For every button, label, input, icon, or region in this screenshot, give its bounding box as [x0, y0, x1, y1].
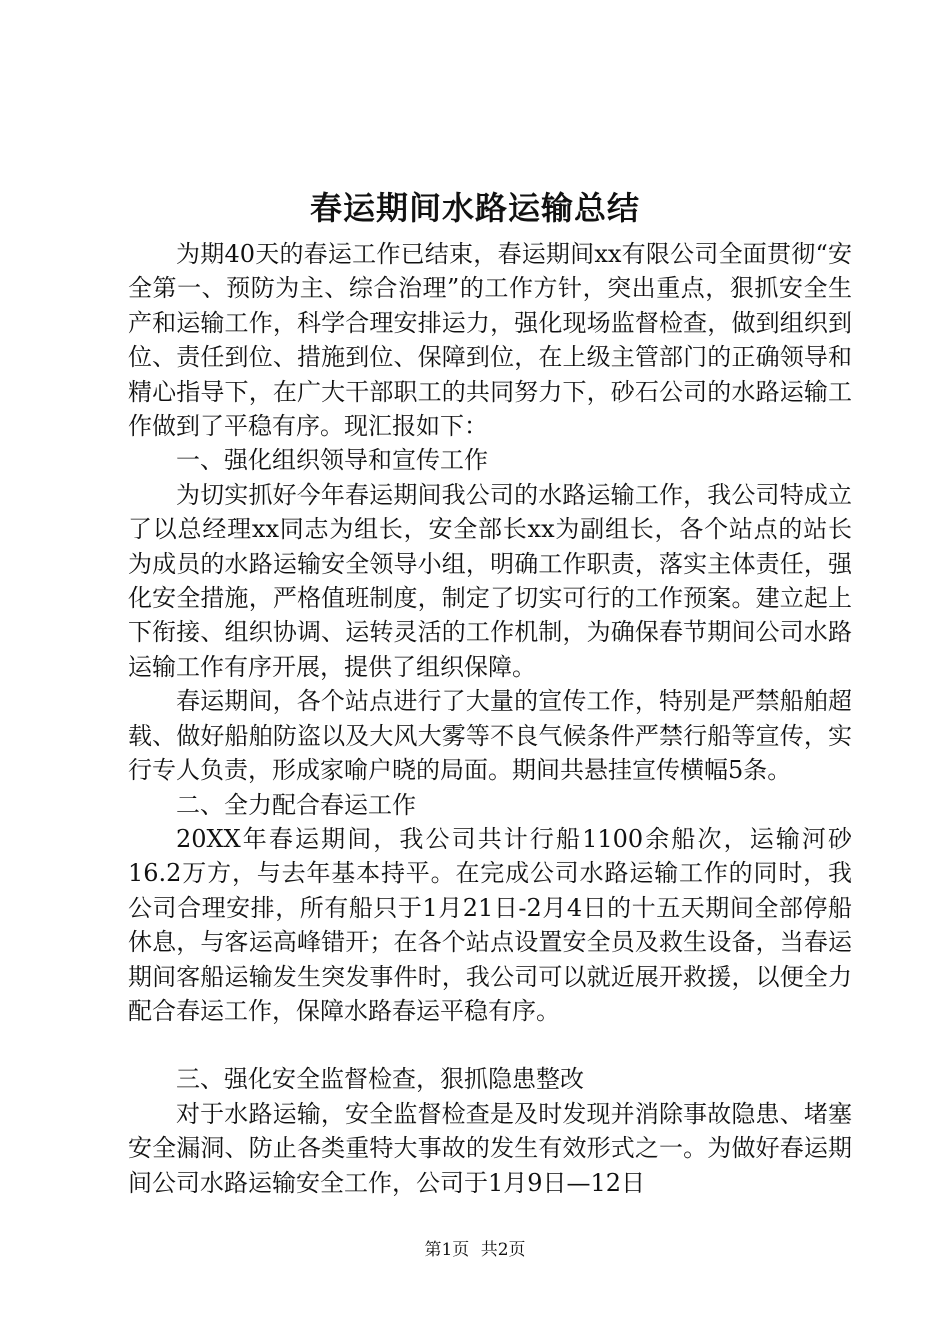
section-heading-1: 一、强化组织领导和宣传工作: [176, 446, 488, 475]
page-total: 共2页: [480, 1240, 526, 1260]
page-number: 第1页: [424, 1240, 470, 1260]
paragraph-organization: 为切实抓好今年春运期间我公司的水路运输工作，我公司特成立了以总经理xx同志为组长，安全部长xx为副组长，各个站点的站长为成员的水路运输安全领导小组，明确工作职责，落实主体责任，强化安全措施，严格值班制度，制定了切实可行的工作预案。建立起上下衔接、组织协调、运转灵活的工作机制，为确保春节期间公司水路运输工作有序开展，提供了组织保障。: [128, 480, 852, 681]
paragraph-intro: 为期40天的春运工作已结束，春运期间xx有限公司全面贯彻“安全第一、预防为主、综合治理”的工作方针，突出重点，狠抓安全生产和运输工作，科学合理安排运力，强化现场监督检查，做到组织到位、责任到位、措施到位、保障到位，在上级主管部门的正确领导和精心指导下，在广大干部职工的共同努力下，砂石公司的水路运输工作做到了平稳有序。现汇报如下：: [128, 240, 852, 441]
page-footer: [0, 1238, 950, 1262]
document-title: 春运期间水路运输总结: [309, 189, 640, 227]
paragraph-inspection: 对于水路运输，安全监督检查是及时发现并消除事故隐患、堵塞安全漏洞、防止各类重特大事故的发生有效形式之一。为做好春运期间公司水路运输安全工作，公司于1月9日—12日: [128, 1099, 852, 1197]
paragraph-publicity: 春运期间，各个站点进行了大量的宣传工作，特别是严禁船舶超载、做好船舶防盗以及大风大雾等不良气候条件严禁行船等宣传，实行专人负责，形成家喻户晓的局面。期间共悬挂宣传横幅5条。: [128, 687, 852, 785]
section-heading-3: 三、强化安全监督检查，狠抓隐患整改: [176, 1065, 584, 1094]
section-heading-2: 二、全力配合春运工作: [176, 790, 416, 819]
paragraph-cooperation: 20XX年春运期间，我公司共计行船1100余船次，运输河砂16.2万方，与去年基本持平。在完成公司水路运输工作的同时，我公司合理安排，所有船只于1月21日-2月4日的十五天期间全部停船休息，与客运高峰错开；在各个站点设置安全员及救生设备，当春运期间客船运输发生突发事件时，我公司可以就近展开救援，以便全力配合春运工作，保障水路春运平稳有序。: [128, 824, 852, 1025]
document-body: [128, 237, 852, 1200]
